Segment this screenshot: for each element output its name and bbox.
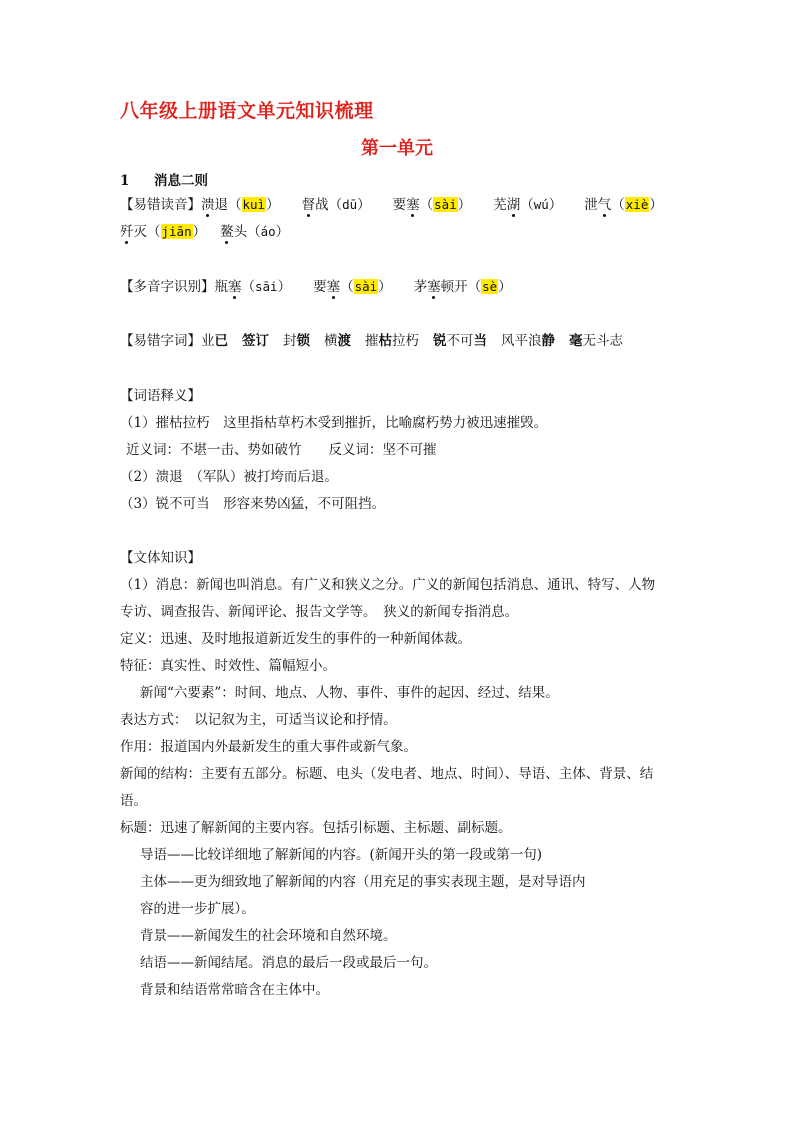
genre-line: 新闻“六要素”：时间、地点、人物、事件、事件的起因、经过、结果。 <box>140 685 559 701</box>
document-title: 八年级上册语文单元知识梳理 <box>120 100 374 122</box>
vocab-item: 横渡 <box>324 333 351 349</box>
vocab-item: 封锁 <box>283 333 310 349</box>
pinyin: sài <box>354 279 378 294</box>
genre-line: 背景和结语常常暗含在主体中。 <box>140 982 329 998</box>
word-item: 溃退（kuì） <box>201 197 280 213</box>
word-item: 歼灭（jiān） <box>120 224 207 240</box>
genre-line: 定义：迅速、及时地报道新近发生的事件的一种新闻体裁。 <box>120 631 471 647</box>
word-item: 茅塞顿开（sè） <box>413 279 512 295</box>
word-item: 要塞（sài） <box>313 279 392 295</box>
pronunciation-line-1 <box>120 195 663 215</box>
vocab-item: 毫无斗志 <box>569 333 623 349</box>
definition-line: （3）锐不可当 形容来势凶猛，不可阻挡。 <box>120 496 386 512</box>
genre-line: 标题：迅速了解新闻的主要内容。包括引标题、主标题、副标题。 <box>120 820 512 836</box>
pinyin: kuì <box>242 197 266 212</box>
genre-line: 主体——更为细致地了解新闻的内容（用充足的事实表现主题，是对导语内 <box>140 874 586 890</box>
definition-line: （2）溃退 （军队）被打垮而后退。 <box>120 469 338 485</box>
pinyin: dū <box>342 197 358 212</box>
lesson-heading <box>120 171 208 191</box>
definition-line: 近义词：不堪一击、势如破竹 反义词：坚不可摧 <box>126 442 437 458</box>
definition-line: （1）摧枯拉朽 这里指枯草朽木受到摧折，比喻腐朽势力被迅速摧毁。 <box>120 415 548 431</box>
word-item: 芜湖（wú） <box>493 197 563 213</box>
pinyin: jiān <box>161 224 192 239</box>
genre-line: 容的进一步扩展）。 <box>140 901 255 917</box>
vocab-item: 摧枯拉朽 <box>365 333 419 349</box>
pinyin: wú <box>533 197 549 212</box>
lesson-name: 消息二则 <box>154 173 208 189</box>
definitions-label: 【词语释义】 <box>120 388 201 404</box>
word-item: 督战（dū） <box>301 197 371 213</box>
word-item: 瓶塞（sāi） <box>214 279 292 295</box>
genre-line: 专访、调查报告、新闻评论、报告文学等。 狭义的新闻专指消息。 <box>120 604 519 620</box>
pinyin: xiè <box>625 197 649 212</box>
vocab-item: 业已 <box>201 333 228 349</box>
pronunciation-label: 【易错读音】 <box>120 197 201 213</box>
genre-line: 特征：真实性、时效性、篇幅短小。 <box>120 658 336 674</box>
pinyin: sè <box>482 279 498 294</box>
unit-title: 第一单元 <box>361 138 433 159</box>
pinyin: sài <box>434 197 457 212</box>
polyphone-label: 【多音字识别】 <box>120 279 215 295</box>
genre-line: 语。 <box>120 793 147 809</box>
polyphone-line <box>120 277 512 297</box>
pinyin: áo <box>260 224 276 239</box>
genre-line: 结语——新闻结尾。消息的最后一段或最后一句。 <box>140 955 437 971</box>
word-item: 泄气（xiè） <box>584 197 663 213</box>
genre-label: 【文体知识】 <box>120 550 201 566</box>
genre-line: 新闻的结构：主要有五部分。标题、电头（发电者、地点、时间）、导语、主体、背景、结 <box>120 766 654 782</box>
word-item: 鳌头（áo） <box>220 224 290 240</box>
pronunciation-line-2 <box>120 222 289 242</box>
genre-line: 背景——新闻发生的社会环境和自然环境。 <box>140 928 397 944</box>
lesson-number: 1 <box>120 173 130 189</box>
genre-line: （1）消息：新闻也叫消息。有广义和狭义之分。广义的新闻包括消息、通讯、特写、人物 <box>120 577 656 593</box>
vocab-item: 锐不可当 <box>433 333 487 349</box>
wrong-chars-label: 【易错字词】 <box>120 333 201 349</box>
vocab-item: 签订 <box>242 333 269 349</box>
vocab-item: 风平浪静 <box>501 333 555 349</box>
wrong-chars-line <box>120 331 637 351</box>
genre-line: 表达方式： 以记叙为主，可适当议论和抒情。 <box>120 712 397 728</box>
genre-line: 作用：报道国内外最新发生的重大事件或新气象。 <box>120 739 417 755</box>
word-item: 要塞（sài） <box>392 197 472 213</box>
genre-line: 导语——比较详细地了解新闻的内容。(新闻开头的第一段或第一句) <box>140 847 543 863</box>
pinyin: sāi <box>255 279 278 294</box>
